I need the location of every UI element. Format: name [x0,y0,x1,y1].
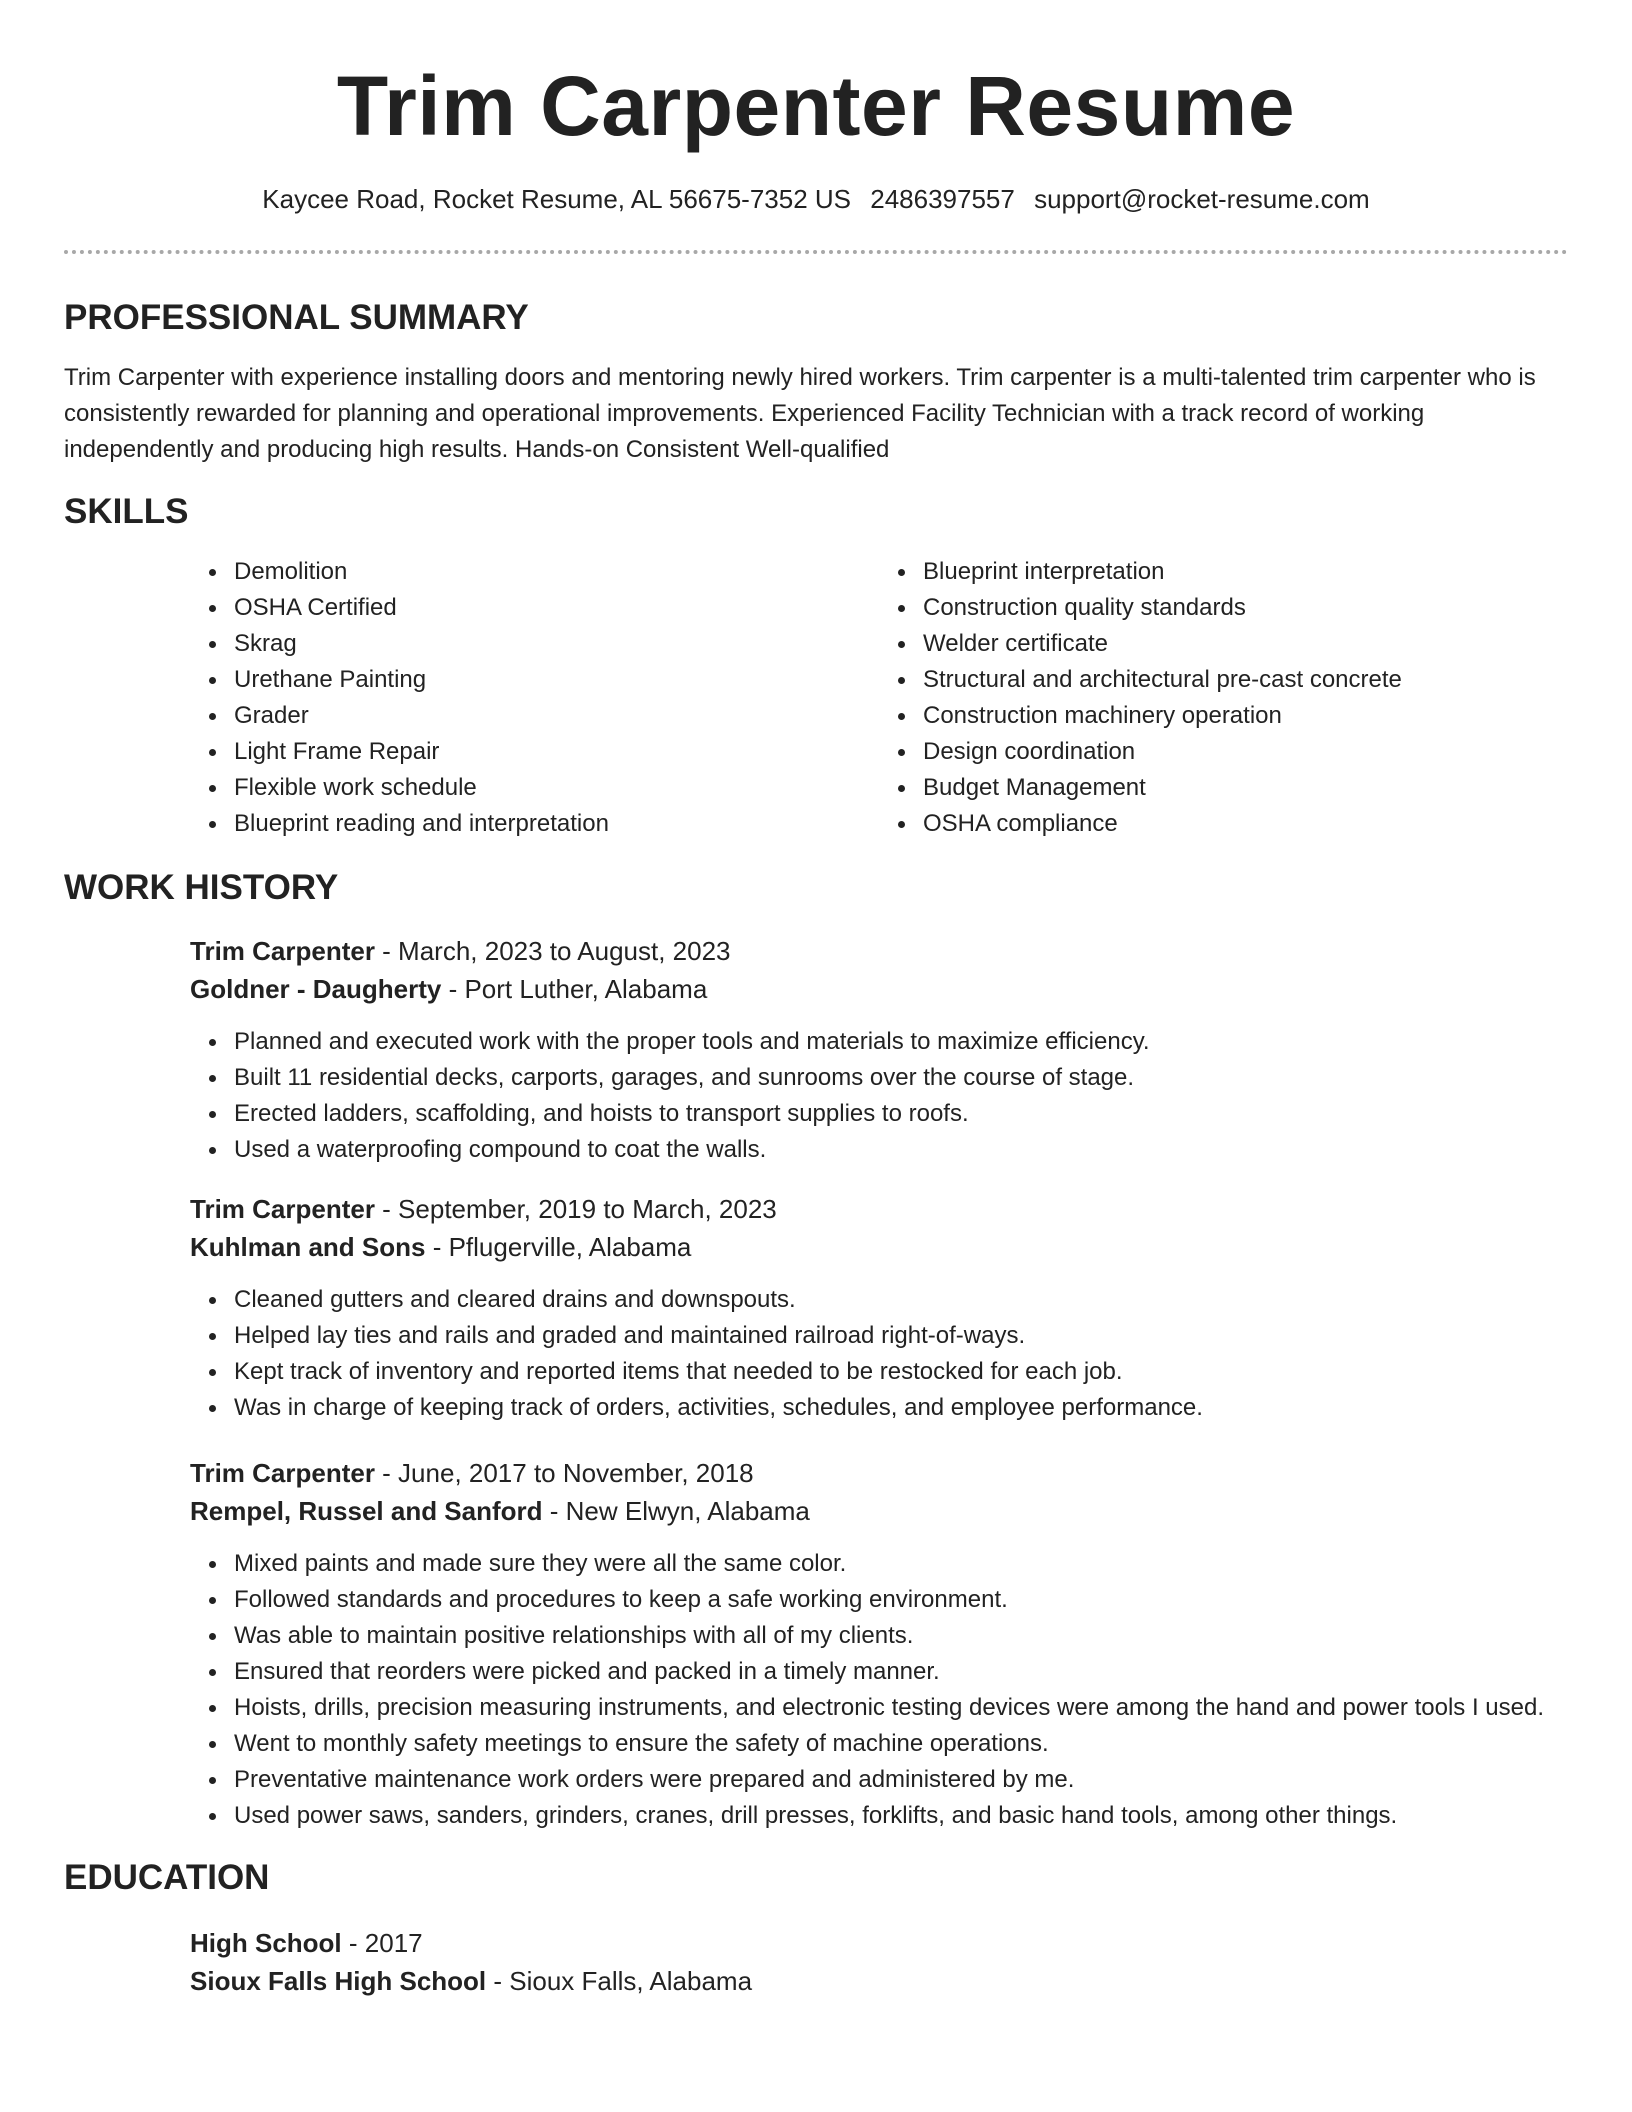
job-location: - Port Luther, Alabama [441,974,708,1004]
list-item: Hoists, drills, precision measuring instruments, and electronic testing devices were among the hand and power tools I used. [234,1690,1568,1726]
list-item: Mixed paints and made sure they were all the same color. [234,1546,1568,1582]
education-location: - Sioux Falls, Alabama [486,1966,753,1996]
list-item: Construction quality standards [923,590,1568,626]
job-title-line [190,1454,1568,1492]
job-dates: - March, 2023 to August, 2023 [374,936,731,966]
job-company-line [190,970,1568,1008]
job-role: Trim Carpenter [190,1194,375,1224]
job-dates: - September, 2019 to March, 2023 [374,1194,777,1224]
list-item: Used a waterproofing compound to coat the walls. [234,1132,1568,1168]
list-item: Demolition [234,554,879,590]
education-year: - 2017 [341,1928,423,1958]
list-item: Followed standards and procedures to keep a safe working environment. [234,1582,1568,1618]
email-text: support@rocket-resume.com [1034,184,1370,214]
list-item: Grader [234,698,879,734]
resume-title: Trim Carpenter Resume [336,59,1296,153]
list-item: OSHA compliance [923,806,1568,842]
list-item: Kept track of inventory and reported items that needed to be restocked for each job. [234,1354,1568,1390]
education-degree: High School [190,1928,342,1958]
job-bullets [190,1282,1568,1426]
list-item: Built 11 residential decks, carports, garages, and sunrooms over the course of stage. [234,1060,1568,1096]
job-entry [190,932,1568,1168]
job-dates: - June, 2017 to November, 2018 [374,1458,754,1488]
list-item: Budget Management [923,770,1568,806]
list-item: Preventative maintenance work orders were prepared and administered by me. [234,1762,1568,1798]
phone-text: 2486397557 [870,184,1015,214]
list-item: Structural and architectural pre-cast concrete [923,662,1568,698]
list-item: Went to monthly safety meetings to ensure the safety of machine operations. [234,1726,1568,1762]
job-company: Goldner - Daugherty [190,974,442,1004]
job-title-line [190,932,1568,970]
job-entry [190,1454,1568,1834]
list-item: Ensured that reorders were picked and packed in a timely manner. [234,1654,1568,1690]
address-text: Kaycee Road, Rocket Resume, AL 56675-7352 US [262,184,852,214]
job-location: - Pflugerville, Alabama [425,1232,692,1262]
contact-line [64,182,1568,216]
list-item: Blueprint reading and interpretation [234,806,879,842]
skills-column-right [879,554,1568,842]
list-item: Welder certificate [923,626,1568,662]
job-title-line [190,1190,1568,1228]
job-company: Rempel, Russel and Sanford [190,1496,543,1526]
job-bullets [190,1546,1568,1834]
list-item: OSHA Certified [234,590,879,626]
list-item: Design coordination [923,734,1568,770]
work-history-heading: WORK HISTORY [64,868,339,907]
list-item: Construction machinery operation [923,698,1568,734]
list-item: Blueprint interpretation [923,554,1568,590]
summary-heading: PROFESSIONAL SUMMARY [64,298,529,337]
list-item: Planned and executed work with the proper tools and materials to maximize efficiency. [234,1024,1568,1060]
skills-list [190,554,1568,842]
skills-heading: SKILLS [64,492,189,531]
education-entry [190,1924,1568,2000]
header-divider [64,250,1568,254]
job-location: - New Elwyn, Alabama [542,1496,810,1526]
list-item: Light Frame Repair [234,734,879,770]
job-company-line [190,1492,1568,1530]
job-role: Trim Carpenter [190,1458,375,1488]
job-entry [190,1190,1568,1426]
list-item: Skrag [234,626,879,662]
skills-column-left [190,554,879,842]
education-degree-line [190,1924,1568,1962]
summary-text: Trim Carpenter with experience installing doors and mentoring newly hired workers. Trim carpenter is a multi-talented trim carpenter who is consistently rewarded for planning and operational improvements. Experienced Facility Technician with a track record of working independently and producing high results. Hands-on Consistent Well-qualified [64,364,1536,463]
list-item: Flexible work schedule [234,770,879,806]
list-item: Was able to maintain positive relationships with all of my clients. [234,1618,1568,1654]
job-company: Kuhlman and Sons [190,1232,426,1262]
list-item: Cleaned gutters and cleared drains and downspouts. [234,1282,1568,1318]
job-bullets [190,1024,1568,1168]
job-company-line [190,1228,1568,1266]
education-school: Sioux Falls High School [190,1966,487,1996]
list-item: Erected ladders, scaffolding, and hoists to transport supplies to roofs. [234,1096,1568,1132]
list-item: Used power saws, sanders, grinders, cranes, drill presses, forklifts, and basic hand tools, among other things. [234,1798,1568,1834]
list-item: Urethane Painting [234,662,879,698]
list-item: Helped lay ties and rails and graded and maintained railroad right-of-ways. [234,1318,1568,1354]
list-item: Was in charge of keeping track of orders, activities, schedules, and employee performance. [234,1390,1568,1426]
job-role: Trim Carpenter [190,936,375,966]
education-heading: EDUCATION [64,1858,270,1897]
education-school-line [190,1962,1568,2000]
